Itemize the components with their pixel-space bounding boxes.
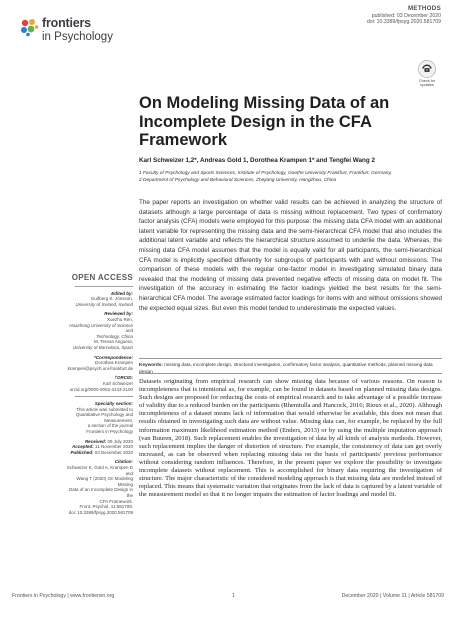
body-paragraph: Datasets originating from empirical research can show missing data because of various reasons. On reason is incompleteness that is intentional as, for example, can be found in datasets based on planned missing data designs. Such designs are proposed for reducing the costs of empirical research and to take advantage of a possible increase of validity due to a reduced burden on the participants (Rhemtulla and Hancock, 2016; Rioux et al., 2020). Although incompleteness of a dataset means lack of information that would otherwise be available, this does not mean that results obtained in investigating such data are without value. Missing data can, for example, be replaced by the full information maximum likelihood estimation method (Enders, 2013) or by using the multiple imputation approach (van Buuren, 2018). Such replacement enables the investigation of data by all kinds of analysis methods. However, such replacement implies the danger of distortion of structure. For example, the consistency of data can get overly increased, as can be observed when replacing missing data on the basis of participants' previous performance without considering random influences. Therefore, in the present paper we explore the possibility to investigate incomplete datasets without replacement. This is accomplished for binary data requiring the investigation of structure. The major characteristic of the considered modeling approach is that missing data are modeled instead of replaced. This means that systematic variation that originates from the lack of data is captured by a latent variable of the measurement model so that it no longer impairs the estimation of factor loadings and model fit.	[139, 378, 442, 499]
sidebar-divider	[75, 286, 133, 287]
journal-name: in Psychology	[42, 31, 113, 43]
abstract-divider-top	[139, 358, 442, 359]
orcid: †ORCID: Karl Schweizer orcid.org/0000-0002-3143-2100	[65, 375, 133, 392]
affiliations	[139, 171, 449, 184]
citation-doi[interactable]: doi: 10.3389/fpsyg.2020.581709	[68, 509, 133, 515]
author-list: Karl Schweizer 1,2*, Andreas Gold 1, Dorothea Krampen 1* and Tengfei Wang 2	[139, 157, 375, 164]
specialty-section: Specialty section: This article was submitted to Quantitative Psychology and Measurement, a section of the journal Frontiers in Psychology	[75, 401, 133, 435]
sidebar-divider	[75, 396, 133, 397]
keywords-divider	[139, 373, 442, 374]
published-date: published: 03 December 2020	[371, 12, 441, 19]
footer-journal-url[interactable]: Frontiers in Psychology | www.frontiersin.org	[12, 593, 115, 599]
check-for-updates-label[interactable]: Check for updates	[418, 79, 436, 87]
citation: Citation: Schweizer K, Gold A, Krampen D and Wang T (2020) On Modeling Missing Data of an Incomplete Design in the CFA Framework. Front. Psychol. 11:581709. doi: 10.3389/fpsyg.2020.581709	[66, 459, 133, 515]
doi-link[interactable]: doi: 10.3389/fpsyg.2020.581709	[366, 19, 441, 26]
edited-by: Edited by: Guðberg K. Jónsson, University of Iceland, Iceland	[75, 290, 133, 307]
check-for-updates-icon[interactable]	[418, 60, 436, 78]
footer-issue: December 2020 | Volume 11 | Article 581709	[341, 593, 444, 599]
article-type: METHODS	[407, 5, 441, 12]
keywords-text: missing data, incomplete design, structural investigation, confirmatory factor analysis, quantitative methods, planned missing data design	[139, 362, 433, 374]
correspondence: *Correspondence: Dorothea Krampen krampen@psych.uni-frankfurt.de	[65, 355, 133, 372]
reviewed-by: Reviewed by: Xuezhu Ren, Huazhong University of Science and Technology, China M. Teresa Anguera, University of Barcelona, Spain	[69, 311, 133, 350]
orcid-link[interactable]: orcid.org/0000-0002-3143-2100	[69, 386, 133, 392]
affiliation-2: 2 Department of Psychology and Behavioral Sciences, Zhejiang University, Hangzhou, China	[139, 177, 337, 183]
article-info-sidebar	[65, 275, 133, 519]
article-title: On Modeling Missing Data of an Incomplete Design in the CFA Framework	[139, 94, 390, 149]
journal-logo[interactable]	[18, 14, 138, 54]
correspondence-email[interactable]: krampen@psych.uni-frankfurt.de	[67, 365, 133, 371]
abstract: The paper reports an investigation on whether valid results can be achieved in analyzing the structure of datasets although a large percentage of data is missing without replacement. Two types of confirmatory factor analysis (CFA) models were employed for this purpose: the missing data CFA model with an additional latent variable for representing the missing data and the semi-hierarchical CFA model that also includes the additional latent variable and reflects the hierarchical structure assumed to underlie the data. Whereas, the missing data CFA model assumes that the model is equally valid for all participants, the semi-hierarchical CFA model is implicitly specified differently for subgroups of participants with and without omissions. The comparison of these models with the regular one-factor model in investigating simulated binary data revealed that the modeling of missing data prevented negative effects of missing data on model fit. The investigation of the accuracy in estimating the factor loadings yielded the best results for the semi-hierarchical CFA model. The average estimated factor loadings for items with and without omissions showed the expected equal sizes. But even this model tended to underestimate the expected values.	[139, 199, 442, 312]
article-dates: Received: 09 July 2020 Accepted: 11 November 2020 Published: 03 December 2020	[70, 438, 133, 455]
open-access-label: OPEN ACCESS	[71, 273, 133, 282]
introduction-text	[139, 378, 442, 499]
article-meta	[367, 6, 441, 26]
frontiers-logo-icon	[18, 16, 40, 38]
brand-name: frontiers	[42, 16, 91, 30]
page-number: 1	[232, 593, 235, 599]
keywords-label: Keywords:	[139, 362, 163, 367]
affiliation-1: 1 Faculty of Psychology and Sports Sciences, Institute of Psychology, Goethe University Frankfurt, Frankfurt, Germany,	[139, 171, 392, 176]
